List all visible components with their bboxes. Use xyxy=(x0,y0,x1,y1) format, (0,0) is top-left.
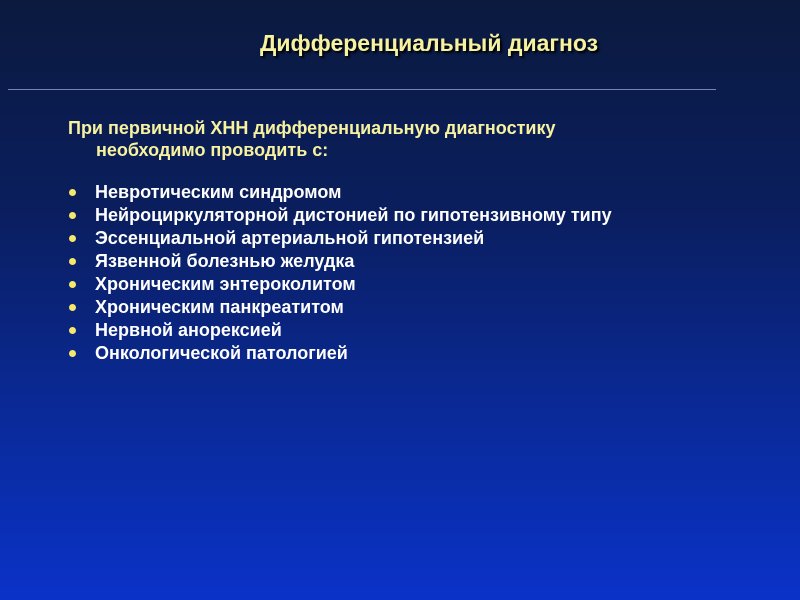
list-item-label: Нервной анорексией xyxy=(95,320,282,340)
bullet-icon xyxy=(69,212,76,219)
bullet-icon xyxy=(69,189,76,196)
bullet-icon xyxy=(69,304,76,311)
title-divider xyxy=(8,89,716,90)
list-item xyxy=(68,342,612,365)
intro-line-2: необходимо проводить с: xyxy=(96,140,329,160)
bullet-icon xyxy=(69,281,76,288)
list-item-label: Хроническим панкреатитом xyxy=(95,297,344,317)
slide-title: Дифференциальный диагноз xyxy=(259,30,599,56)
bullet-icon xyxy=(69,327,76,334)
intro-line-1: При первичной ХНН дифференциальную диагностику xyxy=(68,118,556,138)
bullet-icon xyxy=(69,258,76,265)
list-item xyxy=(68,250,612,273)
list-item xyxy=(68,181,612,204)
diagnosis-list xyxy=(68,181,612,365)
list-item xyxy=(68,319,612,342)
list-item-label: Эссенциальной артериальной гипотензией xyxy=(95,228,485,248)
list-item-label: Хроническим энтероколитом xyxy=(95,274,356,294)
list-item-label: Нейроциркуляторной дистонией по гипотензивному типу xyxy=(95,205,612,225)
list-item-label: Онкологической патологией xyxy=(95,343,348,363)
list-item xyxy=(68,273,612,296)
list-item xyxy=(68,227,612,250)
list-item xyxy=(68,296,612,319)
list-item-label: Язвенной болезнью желудка xyxy=(95,251,355,271)
bullet-icon xyxy=(69,235,76,242)
intro-text xyxy=(68,117,768,161)
list-item-label: Невротическим синдромом xyxy=(95,182,342,202)
bullet-icon xyxy=(69,350,76,357)
list-item xyxy=(68,204,612,227)
